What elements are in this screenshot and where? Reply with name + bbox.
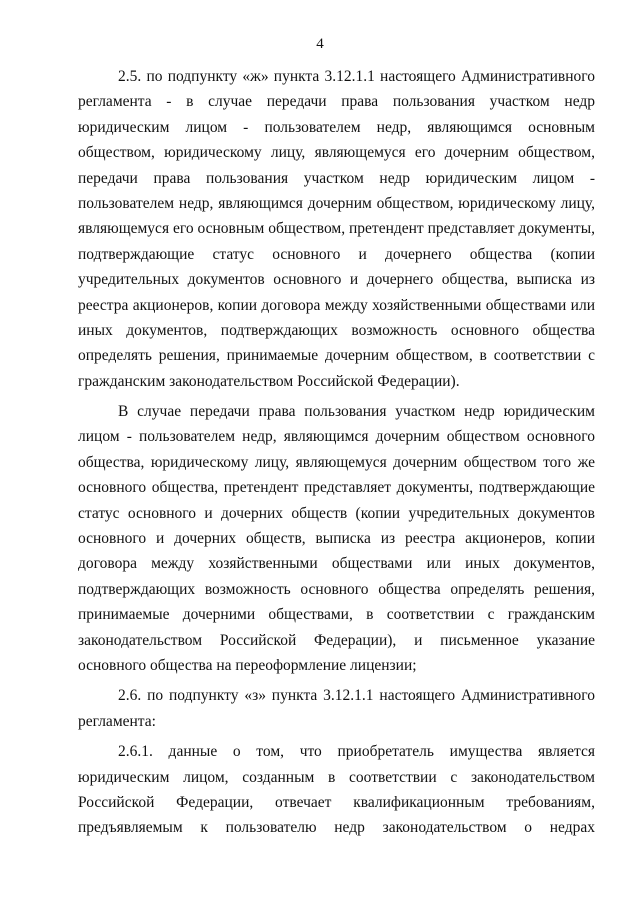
- text-line: статус основного и дочерних обществ (копии учредительных документов: [78, 504, 595, 522]
- text-line: основного и дочерних обществ, выписка из реестра акционеров, копии: [78, 530, 595, 548]
- text-line: учредительных документов основного и дочернего общества, выписка из: [78, 271, 595, 289]
- text-line: предъявляемым к пользователю недр законодательством о недрах: [78, 819, 595, 837]
- text-line: регламента - в случае передачи права пользования участком недр: [78, 93, 595, 111]
- text-line: пользователем недр, являющимся дочерним обществом, юридическому лицу,: [78, 194, 595, 212]
- text-line: иных документов, подтверждающих возможность основного общества: [78, 321, 595, 339]
- text-line: общества, юридическому лицу, являющемуся дочерним обществом того же: [78, 453, 595, 471]
- text-line: договора между хозяйственными обществами или иных документов,: [78, 555, 595, 573]
- text-line: 2.5. по подпункту «ж» пункта 3.12.1.1 настоящего Административного: [118, 68, 595, 85]
- document-body: [78, 64, 595, 841]
- text-line: гражданским законодательством Российской Федерации).: [78, 372, 460, 390]
- text-line: обществом, юридическому лицу, являющемуся его дочерним обществом,: [78, 144, 595, 162]
- paragraph-subsidiary-transfer: [78, 399, 595, 678]
- text-line: юридическим лицом - пользователем недр, являющимся основным: [78, 118, 595, 136]
- text-line: В случае передачи права пользования участком недр юридическим: [118, 403, 595, 421]
- text-line: 2.6.1. данные о том, что приобретатель имущества является: [118, 743, 595, 761]
- text-line: подтверждающие статус основного и дочернего общества (копии: [78, 245, 595, 263]
- text-line: Российской Федерации, отвечает квалификационным требованиям,: [78, 793, 595, 811]
- paragraph-2-5: [78, 64, 595, 394]
- text-line: основного общества на переоформление лицензии;: [78, 656, 417, 674]
- text-line: определять решения, принимаемые дочерним обществом, в соответствии с: [78, 347, 595, 365]
- paragraph-2-6-1: [78, 739, 595, 841]
- text-line: 2.6. по подпункту «з» пункта 3.12.1.1 настоящего Административного: [118, 687, 595, 705]
- text-line: основного общества, претендент представляет документы, подтверждающие: [78, 479, 595, 497]
- text-line: законодательством Российской Федерации), и письменное указание: [78, 631, 595, 649]
- text-line: являющемуся его основным обществом, претендент представляет документы,: [78, 220, 595, 238]
- text-line: реестра акционеров, копии договора между хозяйственными обществами или: [78, 296, 595, 314]
- text-line: юридическим лицом, созданным в соответствии с законодательством: [78, 768, 595, 786]
- paragraph-2-6: [78, 683, 595, 734]
- page-number: 4: [316, 36, 324, 52]
- text-line: подтверждающих возможность основного общества определять решения,: [78, 580, 595, 598]
- text-line: принимаемые дочерними обществами, в соответствии с гражданским: [78, 606, 595, 624]
- text-line: передачи права пользования участком недр юридическим лицом -: [78, 169, 595, 187]
- text-line: лицом - пользователем недр, являющимся дочерним обществом основного: [78, 428, 595, 446]
- text-line: регламента:: [78, 712, 156, 730]
